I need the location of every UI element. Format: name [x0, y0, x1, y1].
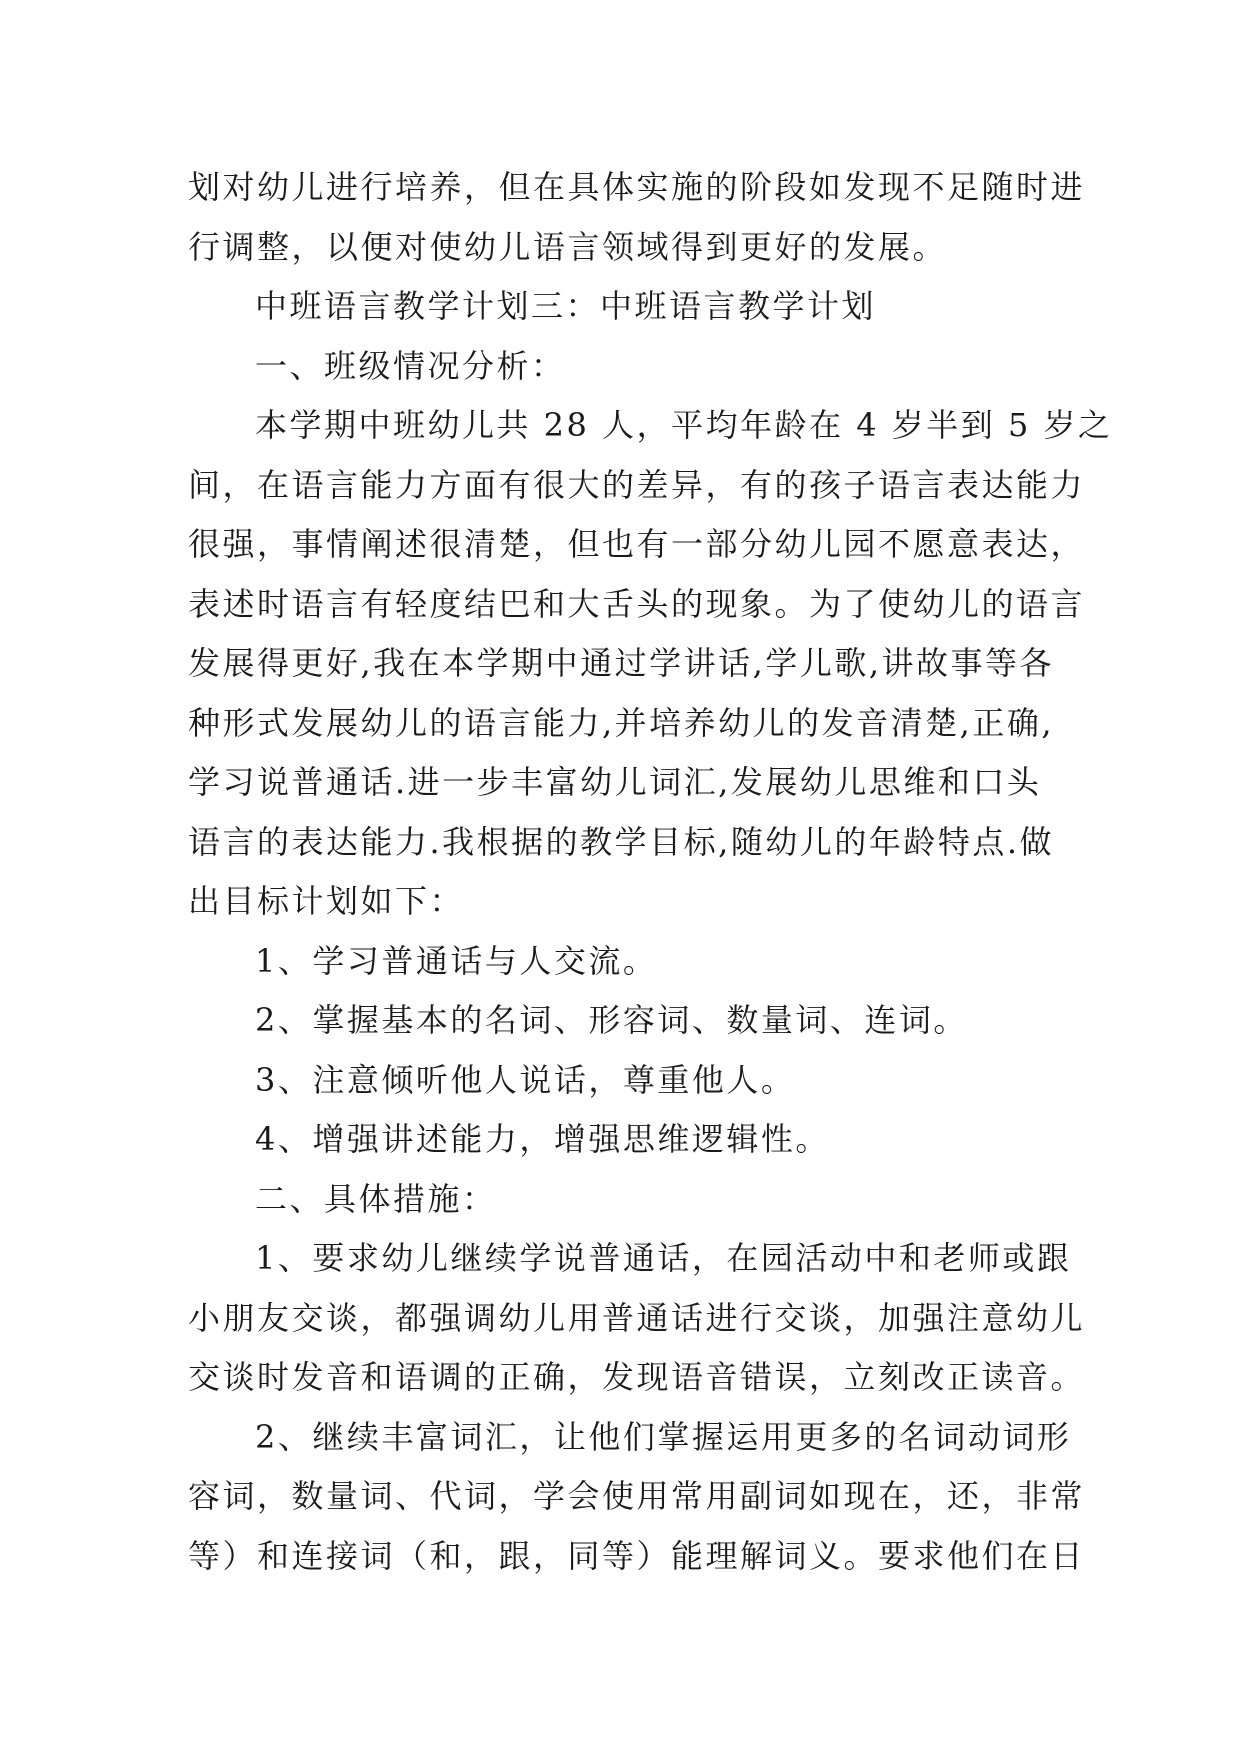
paragraph-first-line: 4、增强讲述能力，增强思维逻辑性。: [255, 1120, 830, 1158]
paragraph-line: 交谈时发音和语调的正确，发现语音错误，立刻改正读音。: [188, 1358, 1086, 1396]
paragraph-first-line: 2、继续丰富词汇，让他们掌握运用更多的名词动词形: [255, 1417, 1072, 1456]
paragraph-first-line: 中班语言教学计划三：中班语言教学计划: [255, 287, 877, 325]
paragraph-line: 种形式发展幼儿的语言能力,并培养幼儿的发音清楚,正确,: [188, 703, 1055, 742]
paragraph-line: 划对幼儿进行培养，但在具体实施的阶段如发现不足随时进: [188, 168, 1086, 206]
paragraph-first-line: 2、掌握基本的名词、形容词、数量词、连词。: [255, 1001, 968, 1039]
paragraph-line: 出目标计划如下：: [188, 882, 465, 920]
paragraph-first-line: 二、具体措施：: [255, 1179, 497, 1218]
paragraph-line: 学习说普通话.进一步丰富幼儿词汇,发展幼儿思维和口头: [188, 763, 1042, 801]
paragraph-line: 容词，数量词、代词，学会使用常用副词如现在，还，非常: [188, 1477, 1086, 1515]
paragraph-line: 小朋友交谈，都强调幼儿用普通话进行交谈，加强注意幼儿: [188, 1298, 1086, 1337]
paragraph-line: 行调整，以便对使幼儿语言领域得到更好的发展。: [188, 227, 948, 266]
paragraph-first-line: 1、要求幼儿继续学说普通话，在园活动中和老师或跟: [255, 1239, 1072, 1277]
paragraph-line: 发展得更好,我在本学期中通过学讲话,学儿歌,讲故事等各: [188, 644, 1055, 682]
paragraph-first-line: 3、注意倾听他人说话，尊重他人。: [255, 1060, 796, 1099]
paragraph-first-line: 一、班级情况分析：: [255, 346, 566, 385]
paragraph-line: 表述时语言有轻度结巴和大舌头的现象。为了使幼儿的语言: [188, 584, 1086, 623]
paragraph-first-line: 1、学习普通话与人交流。: [255, 941, 658, 980]
paragraph-first-line: 本学期中班幼儿共 28 人，平均年龄在 4 岁半到 5 岁之: [255, 406, 1113, 444]
paragraph-line: 语言的表达能力.我根据的教学目标,随幼儿的年龄特点.做: [188, 822, 1055, 861]
paragraph-line: 间，在语言能力方面有很大的差异，有的孩子语言表达能力: [188, 465, 1086, 504]
paragraph-line: 等）和连接词（和，跟，同等）能理解词义。要求他们在日: [188, 1536, 1086, 1575]
document-body: [188, 158, 1113, 1586]
paragraph-line: 很强，事情阐述很清楚，但也有一部分幼儿园不愿意表达，: [188, 525, 1086, 563]
